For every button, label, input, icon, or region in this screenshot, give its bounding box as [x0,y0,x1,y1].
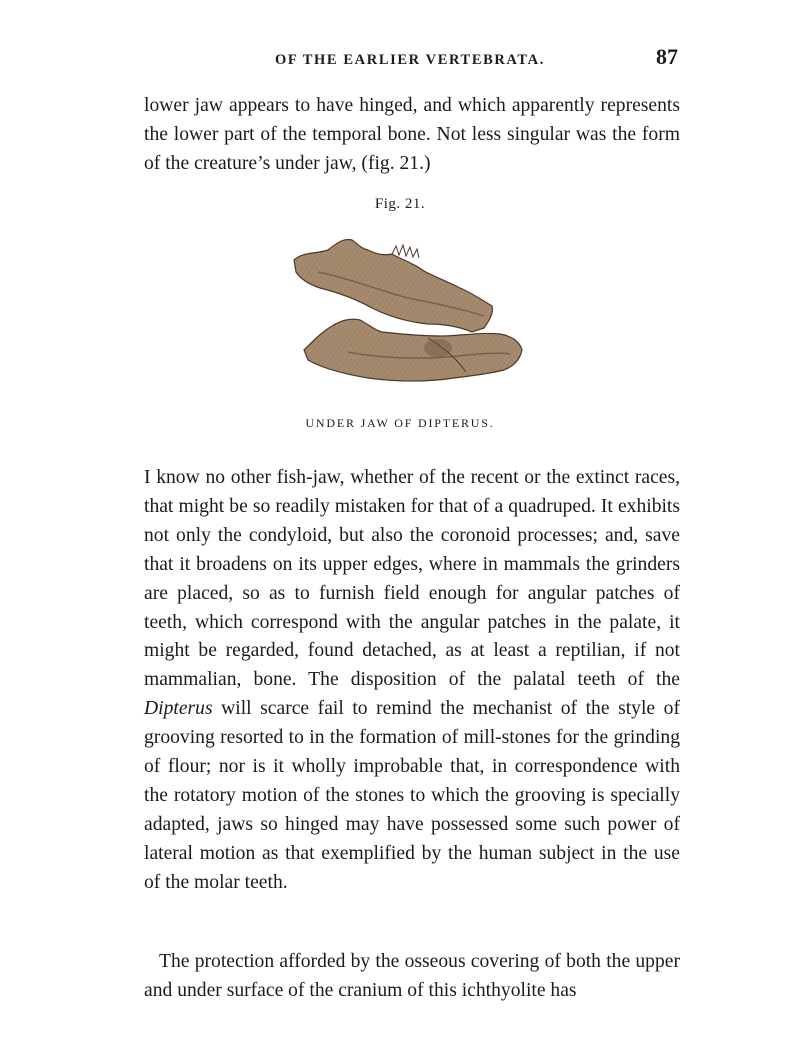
paragraph-text-b: will scarce fail to remind the mechanist of the style of grooving resorted to in the formation of mill-stones for the grinding of flour; nor is it wholly improbable that, in correspondence with the rotatory motion of the stones to which the grooving is specially adapted, jaws so hinged may have possessed some such power of lateral motion as that exemplified by the human subject in the use of the molar teeth. [144,698,680,893]
paragraph-jaw-description [144,464,680,898]
text-block-final [144,948,680,1006]
page-number: 87 [656,44,678,69]
paragraph-protection: The protection afforded by the osseous covering of both the upper and under surface of the cranium of this ichthyolite has [144,951,680,1001]
fossil-jaw-illustration [288,232,524,392]
genus-name-italic: Dipterus [144,698,213,720]
condyle-shadow [424,339,452,357]
text-block-top [144,92,680,179]
figure-label: Fig. 21. [374,196,426,212]
text-block-main [144,464,680,898]
jaw-upper-ramus [294,239,492,332]
paragraph-continued: lower jaw appears to have hinged, and which apparently represents the lower part of the temporal bone. Not less singular was the form of the creature’s under jaw, (fig. 21.) [144,95,680,174]
paragraph-text-a: I know no other fish-jaw, whether of the recent or the extinct races, that might be so readily mistaken for that of a quadruped. It exhibits not only the condyloid, but also the coronoid processes; and, save that it broadens on its upper edges, where in mammals the grinders are placed, so as to furnish field enough for angular patches of teeth, which correspond with the angular patches in the palate, it might be regarded, found detached, as at least a reptilian, if not mammalian, bone. The disposition of the palatal teeth of the [144,467,680,691]
running-head [140,44,680,76]
running-title: OF THE EARLIER VERTEBRATA. [275,52,545,68]
figure-caption: UNDER JAW OF DIPTERUS. [305,416,495,430]
jaw-lower-ramus [304,319,522,381]
